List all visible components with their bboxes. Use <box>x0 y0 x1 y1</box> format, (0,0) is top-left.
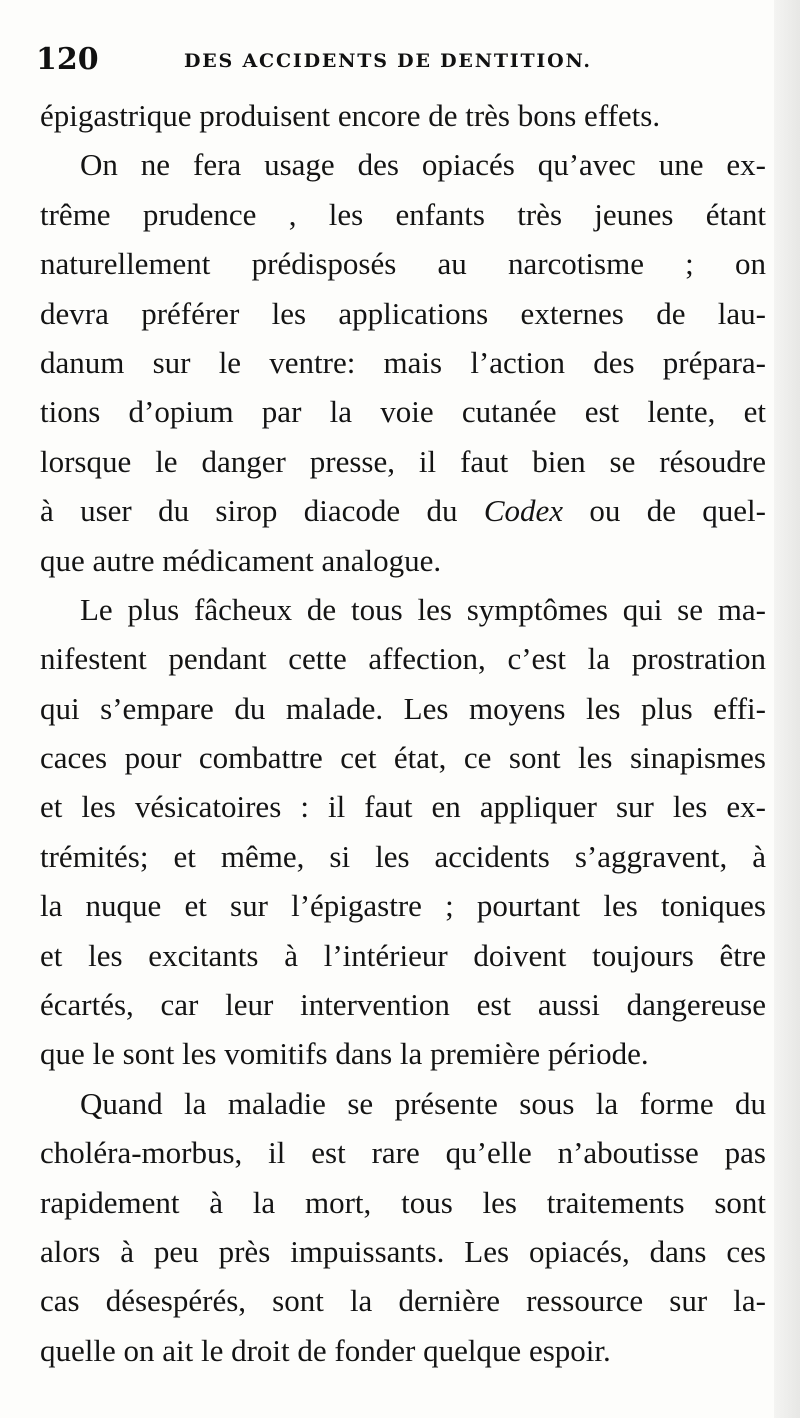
text-line: On ne fera usage des opiacés qu’avec une ex- <box>80 147 766 183</box>
page-edge-shadow <box>774 0 800 1418</box>
text-line: rapidement à la mort, tous les traitements sont <box>40 1184 766 1220</box>
text-line: que le sont les vomitifs dans la première période. <box>40 1036 649 1072</box>
text-line: quelle on ait le droit de fonder quelque espoir. <box>40 1332 611 1368</box>
text-line: épigastrique produisent encore de très bons effets. <box>40 98 661 133</box>
page-number: 120 <box>36 42 99 77</box>
paragraph-3 <box>40 585 766 1079</box>
text-line: et les excitants à l’intérieur doivent toujours être <box>40 937 766 973</box>
text-line: nifestent pendant cette affection, c’est la prostration <box>40 641 766 677</box>
text-line: la nuque et sur l’épigastre ; pourtant les toniques <box>40 888 766 924</box>
text-line: lorsque le danger presse, il faut bien se résoudre <box>40 443 766 479</box>
text-line: caces pour combattre cet état, ce sont les sinapismes <box>40 740 766 776</box>
text-line: devra préférer les applications externes de lau- <box>40 295 766 331</box>
italic-word: Codex <box>483 493 564 529</box>
text-line: choléra-morbus, il est rare qu’elle n’aboutisse pas <box>40 1135 766 1171</box>
text-line: qui s’empare du malade. Les moyens les plus effi- <box>40 690 766 726</box>
text-line: et les vésicatoires : il faut en appliquer sur les ex- <box>40 789 766 825</box>
paragraph-2 <box>40 140 766 585</box>
page-body <box>40 91 766 1375</box>
text-line: danum sur le ventre: mais l’action des prépara- <box>40 344 766 380</box>
running-title: DES ACCIDENTS DE DENTITION. <box>184 50 592 72</box>
text-line: Le plus fâcheux de tous les symptômes qui se ma- <box>80 591 766 627</box>
paragraph-1 <box>40 91 766 140</box>
text-line: cas désespérés, sont la dernière ressource sur la- <box>40 1283 766 1319</box>
text-line: Quand la maladie se présente sous la forme du <box>80 1085 766 1121</box>
text-line: écartés, car leur intervention est aussi dangereuse <box>40 987 766 1023</box>
text-line: alors à peu près impuissants. Les opiacés, dans ces <box>40 1233 766 1269</box>
text-line: trême prudence , les enfants très jeunes étant <box>40 196 766 232</box>
text-line-with-italic: à user du sirop diacode du Codex ou de quel- <box>40 493 766 529</box>
paragraph-4 <box>40 1079 766 1375</box>
text-line: trémités; et même, si les accidents s’aggravent, à <box>40 838 766 874</box>
text-line: tions d’opium par la voie cutanée est lente, et <box>40 394 766 430</box>
text-line: que autre médicament analogue. <box>40 542 442 578</box>
text-line: naturellement prédisposés au narcotisme ; on <box>40 246 766 282</box>
page-header <box>36 40 766 80</box>
